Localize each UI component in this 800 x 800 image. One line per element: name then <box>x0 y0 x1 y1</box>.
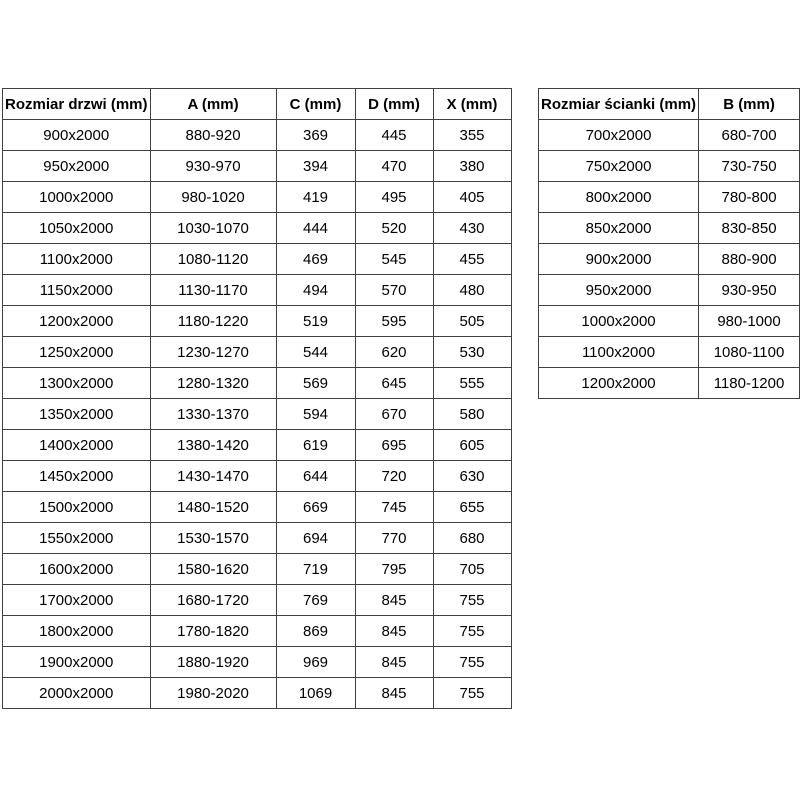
data-cell: 1300x2000 <box>3 368 151 399</box>
table-row <box>539 244 800 275</box>
data-cell: 1280-1320 <box>150 368 276 399</box>
header-row <box>3 89 512 120</box>
table-row <box>3 275 512 306</box>
data-cell: 1330-1370 <box>150 399 276 430</box>
data-cell: 930-970 <box>150 151 276 182</box>
data-cell: 355 <box>433 120 511 151</box>
data-cell: 495 <box>355 182 433 213</box>
data-cell: 494 <box>276 275 355 306</box>
data-cell: 1000x2000 <box>539 306 699 337</box>
data-cell: 845 <box>355 616 433 647</box>
header-row <box>539 89 800 120</box>
data-cell: 419 <box>276 182 355 213</box>
table-row <box>539 182 800 213</box>
data-cell: 2000x2000 <box>3 678 151 709</box>
data-cell: 694 <box>276 523 355 554</box>
data-cell: 1350x2000 <box>3 399 151 430</box>
column-header: A (mm) <box>150 89 276 120</box>
data-cell: 795 <box>355 554 433 585</box>
data-cell: 1580-1620 <box>150 554 276 585</box>
table-row <box>3 182 512 213</box>
data-cell: 719 <box>276 554 355 585</box>
table-row <box>3 554 512 585</box>
data-cell: 845 <box>355 678 433 709</box>
data-cell: 1380-1420 <box>150 430 276 461</box>
table-row <box>539 213 800 244</box>
table-row <box>3 523 512 554</box>
table-row <box>3 616 512 647</box>
data-cell: 1069 <box>276 678 355 709</box>
table-row <box>3 337 512 368</box>
data-cell: 1600x2000 <box>3 554 151 585</box>
table-row <box>539 368 800 399</box>
data-cell: 900x2000 <box>539 244 699 275</box>
data-cell: 869 <box>276 616 355 647</box>
data-cell: 1900x2000 <box>3 647 151 678</box>
data-cell: 555 <box>433 368 511 399</box>
data-cell: 980-1020 <box>150 182 276 213</box>
data-cell: 1780-1820 <box>150 616 276 647</box>
data-cell: 644 <box>276 461 355 492</box>
data-cell: 670 <box>355 399 433 430</box>
data-cell: 1450x2000 <box>3 461 151 492</box>
data-cell: 455 <box>433 244 511 275</box>
data-cell: 655 <box>433 492 511 523</box>
column-header: Rozmiar drzwi (mm) <box>3 89 151 120</box>
data-cell: 520 <box>355 213 433 244</box>
data-cell: 519 <box>276 306 355 337</box>
data-cell: 569 <box>276 368 355 399</box>
data-cell: 595 <box>355 306 433 337</box>
table-row <box>3 244 512 275</box>
data-cell: 880-900 <box>699 244 800 275</box>
data-cell: 1430-1470 <box>150 461 276 492</box>
data-cell: 1230-1270 <box>150 337 276 368</box>
data-cell: 1400x2000 <box>3 430 151 461</box>
data-cell: 380 <box>433 151 511 182</box>
data-cell: 845 <box>355 585 433 616</box>
door-sizes-table <box>2 88 512 709</box>
data-cell: 405 <box>433 182 511 213</box>
data-cell: 445 <box>355 120 433 151</box>
wall-panel-sizes-table <box>538 88 800 399</box>
data-cell: 645 <box>355 368 433 399</box>
data-cell: 1880-1920 <box>150 647 276 678</box>
table-row <box>3 399 512 430</box>
data-cell: 1530-1570 <box>150 523 276 554</box>
data-cell: 1250x2000 <box>3 337 151 368</box>
data-cell: 780-800 <box>699 182 800 213</box>
table-row <box>3 213 512 244</box>
data-cell: 1030-1070 <box>150 213 276 244</box>
data-cell: 669 <box>276 492 355 523</box>
data-cell: 530 <box>433 337 511 368</box>
data-cell: 830-850 <box>699 213 800 244</box>
data-cell: 570 <box>355 275 433 306</box>
data-cell: 1680-1720 <box>150 585 276 616</box>
data-cell: 950x2000 <box>539 275 699 306</box>
data-cell: 605 <box>433 430 511 461</box>
data-cell: 769 <box>276 585 355 616</box>
data-cell: 680 <box>433 523 511 554</box>
data-cell: 700x2000 <box>539 120 699 151</box>
table-row <box>3 151 512 182</box>
data-cell: 720 <box>355 461 433 492</box>
table-row <box>539 120 800 151</box>
data-cell: 1050x2000 <box>3 213 151 244</box>
data-cell: 545 <box>355 244 433 275</box>
data-cell: 969 <box>276 647 355 678</box>
data-cell: 1700x2000 <box>3 585 151 616</box>
data-cell: 930-950 <box>699 275 800 306</box>
table-row <box>539 306 800 337</box>
data-cell: 1200x2000 <box>3 306 151 337</box>
data-cell: 1200x2000 <box>539 368 699 399</box>
table-row <box>3 368 512 399</box>
data-cell: 394 <box>276 151 355 182</box>
data-cell: 469 <box>276 244 355 275</box>
data-cell: 580 <box>433 399 511 430</box>
data-cell: 705 <box>433 554 511 585</box>
table-row <box>3 306 512 337</box>
data-cell: 620 <box>355 337 433 368</box>
column-header: C (mm) <box>276 89 355 120</box>
data-cell: 800x2000 <box>539 182 699 213</box>
data-cell: 1180-1220 <box>150 306 276 337</box>
data-cell: 505 <box>433 306 511 337</box>
data-cell: 755 <box>433 616 511 647</box>
data-cell: 1130-1170 <box>150 275 276 306</box>
table-row <box>539 337 800 368</box>
data-cell: 845 <box>355 647 433 678</box>
data-cell: 430 <box>433 213 511 244</box>
data-cell: 444 <box>276 213 355 244</box>
data-cell: 900x2000 <box>3 120 151 151</box>
data-cell: 755 <box>433 647 511 678</box>
data-cell: 980-1000 <box>699 306 800 337</box>
data-cell: 755 <box>433 678 511 709</box>
data-cell: 1980-2020 <box>150 678 276 709</box>
table-row <box>3 430 512 461</box>
column-header: D (mm) <box>355 89 433 120</box>
table-row <box>3 120 512 151</box>
column-header: X (mm) <box>433 89 511 120</box>
data-cell: 770 <box>355 523 433 554</box>
table-row <box>3 647 512 678</box>
data-cell: 630 <box>433 461 511 492</box>
data-cell: 745 <box>355 492 433 523</box>
data-cell: 750x2000 <box>539 151 699 182</box>
data-cell: 1550x2000 <box>3 523 151 554</box>
data-cell: 1500x2000 <box>3 492 151 523</box>
data-cell: 544 <box>276 337 355 368</box>
table-row <box>539 151 800 182</box>
data-cell: 1100x2000 <box>3 244 151 275</box>
data-cell: 1150x2000 <box>3 275 151 306</box>
data-cell: 369 <box>276 120 355 151</box>
column-header: B (mm) <box>699 89 800 120</box>
table-row <box>539 275 800 306</box>
table-row <box>3 492 512 523</box>
column-header: Rozmiar ścianki (mm) <box>539 89 699 120</box>
data-cell: 1080-1120 <box>150 244 276 275</box>
data-cell: 1000x2000 <box>3 182 151 213</box>
table-row <box>3 678 512 709</box>
data-cell: 850x2000 <box>539 213 699 244</box>
table-row <box>3 461 512 492</box>
data-cell: 680-700 <box>699 120 800 151</box>
data-cell: 1180-1200 <box>699 368 800 399</box>
data-cell: 1480-1520 <box>150 492 276 523</box>
data-cell: 730-750 <box>699 151 800 182</box>
data-cell: 1800x2000 <box>3 616 151 647</box>
data-cell: 755 <box>433 585 511 616</box>
data-cell: 619 <box>276 430 355 461</box>
data-cell: 470 <box>355 151 433 182</box>
table-row <box>3 585 512 616</box>
data-cell: 950x2000 <box>3 151 151 182</box>
data-cell: 594 <box>276 399 355 430</box>
data-cell: 1100x2000 <box>539 337 699 368</box>
data-cell: 695 <box>355 430 433 461</box>
data-cell: 880-920 <box>150 120 276 151</box>
data-cell: 480 <box>433 275 511 306</box>
data-cell: 1080-1100 <box>699 337 800 368</box>
